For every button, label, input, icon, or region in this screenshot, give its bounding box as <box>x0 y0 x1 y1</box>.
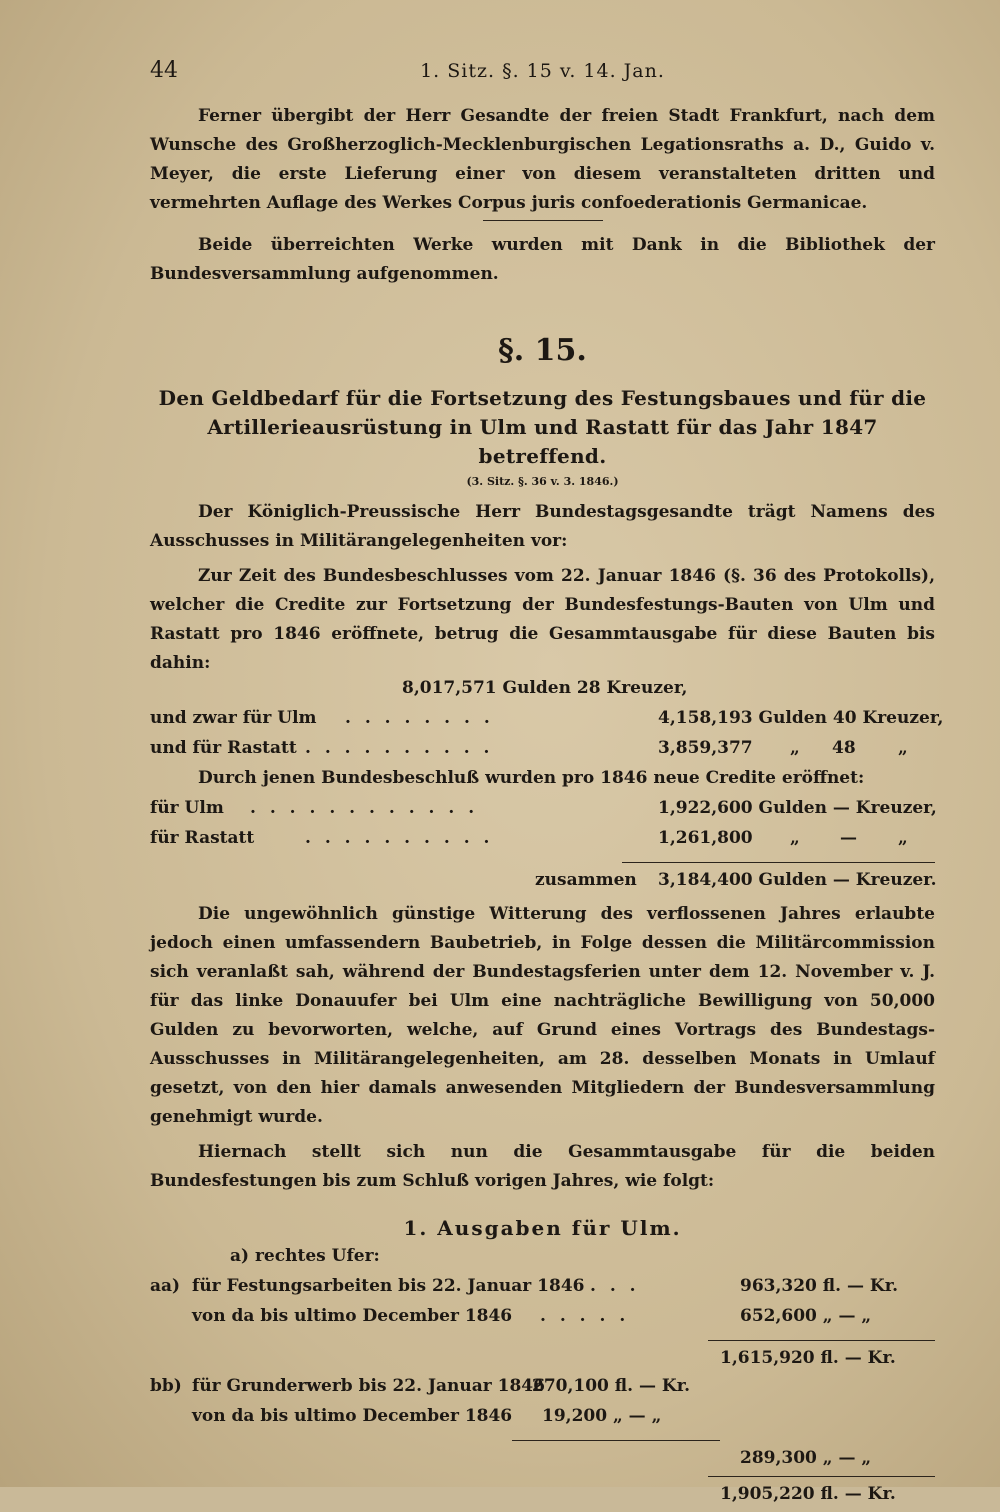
bb2-label: von da bis ultimo December 1846 <box>192 1406 513 1426</box>
sum-value: 3,184,400 Gulden — Kreuzer. <box>658 870 937 890</box>
paragraph-library: Beide überreichten Werke wurden mit Dank in die Bibliothek der Bundesversammlung aufgenommen. <box>150 235 935 284</box>
aa2-label: von da bis ultimo December 1846 <box>192 1306 513 1326</box>
page-body <box>150 102 944 1512</box>
paragraph-weather: Die ungewöhnlich günstige Witterung des verflossenen Jahres erlaubte jedoch einen umfassendern Baubetrieb, in Folge dessen die Militärcommission sich veranlaßt sah, während der Bundestagsferien unter dem 12. November v. J. für das linke Donauufer bei Ulm eine nachträgliche Bewilligung von 50,000 Gulden zu bevorworten, welche, auf Grund eines Vortrags des Bundestags-Ausschusses in Militärangelegenheiten, am 28. desselben Monats in Umlauf gesetzt, von den hier damals anwesenden Mitgliedern der Bundesversammlung genehmigt wurde. <box>150 904 935 1127</box>
grand-rule <box>708 1476 935 1477</box>
ulm-label: und zwar für Ulm <box>150 708 317 728</box>
credit-ulm-value: 1,922,600 Gulden — Kreuzer, <box>658 798 937 818</box>
bb-total-row <box>150 1436 935 1472</box>
ulm-row <box>150 708 944 738</box>
grand-total-row <box>150 1472 935 1512</box>
bb-rule <box>512 1440 720 1441</box>
credit-rastatt-value: 1,261,800 <box>658 828 753 848</box>
credit-rastatt-row <box>150 828 935 858</box>
bb1-row <box>150 1376 935 1406</box>
aa1-value: 963,320 fl. — Kr. <box>740 1276 899 1296</box>
rastatt-kr-unit: „ <box>898 738 908 758</box>
aa1-row <box>150 1276 935 1306</box>
bb2-value: 19,200 „ — „ <box>542 1406 662 1426</box>
credit-rastatt-unit: „ <box>790 828 800 848</box>
credit-rastatt-kr-unit: „ <box>898 828 908 848</box>
leader-dots: . . . . . . . . . . <box>305 828 494 848</box>
credit-rastatt-label: für Rastatt <box>150 828 255 848</box>
aa2-value: 652,600 „ — „ <box>740 1306 872 1326</box>
aa-marker: aa) <box>150 1276 181 1296</box>
grand-total: 1,905,220 fl. — Kr. <box>720 1484 896 1504</box>
sum-rule <box>622 862 935 863</box>
section-reference: (3. Sitz. §. 36 v. 3. 1846.) <box>466 475 619 488</box>
rastatt-kr: 48 <box>832 738 856 758</box>
aa-total-row <box>150 1336 935 1376</box>
sub-a-label: a) rechtes Ufer: <box>230 1246 380 1266</box>
page-number: 44 <box>150 58 178 83</box>
page-header <box>150 58 935 90</box>
sum-label: zusammen <box>535 870 637 890</box>
bb-marker: bb) <box>150 1376 182 1396</box>
credit-ulm-label: für Ulm <box>150 798 224 818</box>
sum-row <box>150 858 935 894</box>
expenses-title: 1. Ausgaben für Ulm. <box>403 1216 682 1240</box>
paragraph-state: Zur Zeit des Bundesbeschlusses vom 22. Januar 1846 (§. 36 des Protokolls), welcher die Credite zur Fortsetzung der Bundesfestungs-Bauten von Ulm und Rastatt pro 1846 eröffnete, betrug die Gesammtausgabe für diese Bauten bis dahin: <box>150 566 935 673</box>
aa2-row <box>150 1306 935 1336</box>
aa1-label: für Festungsarbeiten bis 22. Januar 1846 <box>192 1276 585 1296</box>
credits-row <box>150 768 935 798</box>
rastatt-label: und für Rastatt <box>150 738 297 758</box>
bb1-label: für Grunderwerb bis 22. Januar 1846 <box>192 1376 545 1396</box>
rastatt-row <box>150 738 935 768</box>
leader-dots: . . . . . . . . . . <box>305 738 494 758</box>
rastatt-value: 3,859,377 <box>658 738 753 758</box>
paragraph-presenter: Der Königlich-Preussische Herr Bundestagsgesandte trägt Namens des Ausschusses in Militärangelegenheiten vor: <box>150 502 935 551</box>
total-value: 8,017,571 Gulden 28 Kreuzer, <box>402 678 688 698</box>
separator-rule <box>483 220 603 221</box>
section-title: Den Geldbedarf für die Fortsetzung des Festungsbaues und für die Artillerieausrüstung in Ulm und Rastatt für das Jahr 1847 betreffend. <box>158 386 927 468</box>
credits-line: Durch jenen Bundesbeschluß wurden pro 1846 neue Credite eröffnet: <box>198 768 865 788</box>
bb1-value: 270,100 fl. — Kr. <box>532 1376 691 1396</box>
running-head: 1. Sitz. §. 15 v. 14. Jan. <box>420 60 665 82</box>
leader-dots: . . . . . . . . . . . . <box>250 798 479 818</box>
aa-rule <box>708 1340 935 1341</box>
credit-rastatt-kr: — <box>840 828 857 848</box>
paragraph-summary: Hiernach stellt sich nun die Gesammtausgabe für die beiden Bundesfestungen bis zum Schluß vorigen Jahres, wie folgt: <box>150 1142 935 1191</box>
bb2-row <box>150 1406 935 1436</box>
leader-dots: . . . . . . . . <box>345 708 494 728</box>
aa-total: 1,615,920 fl. — Kr. <box>720 1348 896 1368</box>
total-row <box>150 678 935 708</box>
leader-dots: . . . . . <box>540 1306 630 1326</box>
rastatt-unit: „ <box>790 738 800 758</box>
section-number: §. 15. <box>498 333 587 368</box>
credit-ulm-row <box>150 798 935 828</box>
sub-a-row <box>150 1246 935 1276</box>
ulm-value: 4,158,193 Gulden 40 Kreuzer, <box>658 708 944 728</box>
bb-total: 289,300 „ — „ <box>740 1448 872 1468</box>
paragraph-frankfurt: Ferner übergibt der Herr Gesandte der freien Stadt Frankfurt, nach dem Wunsche des Großherzoglich-Mecklenburgischen Legationsraths a. D., Guido v. Meyer, die erste Lieferung einer von diesem veranstalteten dritten und vermehrten Auflage des Werkes Corpus juris confoederationis Germanicae. <box>150 106 935 213</box>
leader-dots: . . . <box>590 1276 640 1296</box>
